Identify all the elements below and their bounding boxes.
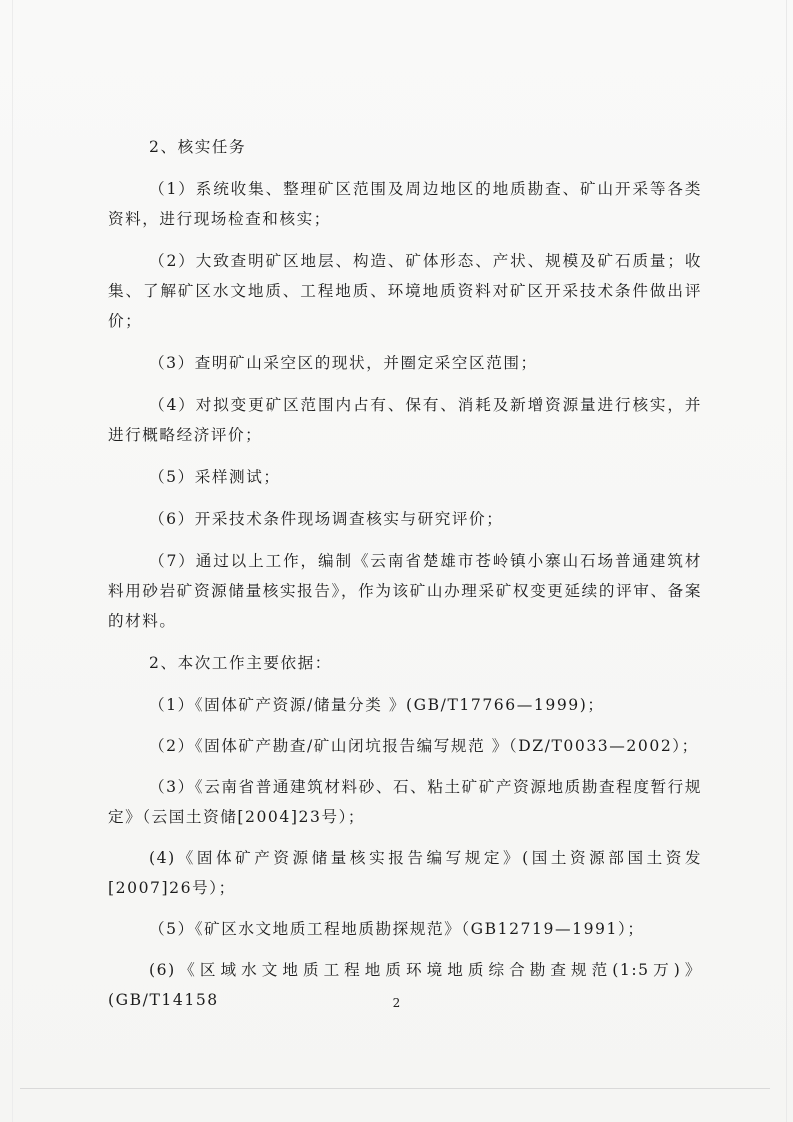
task-item-7: （7）通过以上工作，编制《云南省楚雄市苍岭镇小寨山石场普通建筑材料用砂岩矿资源储量核实报告》，作为该矿山办理采矿权变更延续的评审、备案的材料。 bbox=[108, 552, 702, 630]
task-item-2: （2）大致查明矿区地层、构造、矿体形态、产状、规模及矿石质量；收集、了解矿区水文地质、工程地质、环境地质资料对矿区开采技术条件做出评价； bbox=[108, 252, 702, 330]
basis-item-4: (4)《固体矿产资源储量核实报告编写规定》(国土资源部国土资发[2007]26号）； bbox=[108, 849, 702, 897]
scan-divider-line bbox=[20, 1088, 770, 1089]
task-item-5: （5）采样测试； bbox=[149, 468, 281, 486]
basis-item-1: （1）《固体矿产资源/储量分类 》(GB/T17766—1999)； bbox=[149, 696, 605, 714]
document-body bbox=[108, 132, 702, 1026]
basis-item-3: （3）《云南省普通建筑材料砂、石、粘土矿矿产资源地质勘查程度暂行规定》（云国土资储[2004]23号）； bbox=[108, 778, 702, 826]
page-number: 2 bbox=[392, 996, 401, 1010]
task-item-4: （4）对拟变更矿区范围内占有、保有、消耗及新增资源量进行核实，并进行概略经济评价； bbox=[108, 396, 702, 444]
basis-item-2: （2）《固体矿产勘查/矿山闭坑报告编写规范 》（DZ/T0033—2002）； bbox=[149, 737, 699, 755]
task-item-1: （1）系统收集、整理矿区范围及周边地区的地质勘查、矿山开采等各类资料，进行现场检查和核实； bbox=[108, 180, 702, 228]
scan-edge-left bbox=[12, 0, 13, 1122]
basis-item-5: （5）《矿区水文地质工程地质勘探规范》（GB12719—1991）； bbox=[149, 920, 645, 938]
section-heading-work-basis: 2、本次工作主要依据： bbox=[149, 654, 332, 672]
basis-item-6: (6)《区域水文地质工程地质环境地质综合勘查规范(1:5万)》(GB/T14158 bbox=[108, 961, 702, 1009]
task-item-6: （6）开采技术条件现场调查核实与研究评价； bbox=[149, 510, 504, 528]
task-item-3: （3）查明矿山采空区的现状，并圈定采空区范围； bbox=[149, 354, 538, 372]
section-heading-verification-tasks: 2、核实任务 bbox=[149, 138, 247, 156]
scan-edge-right bbox=[786, 0, 787, 1122]
